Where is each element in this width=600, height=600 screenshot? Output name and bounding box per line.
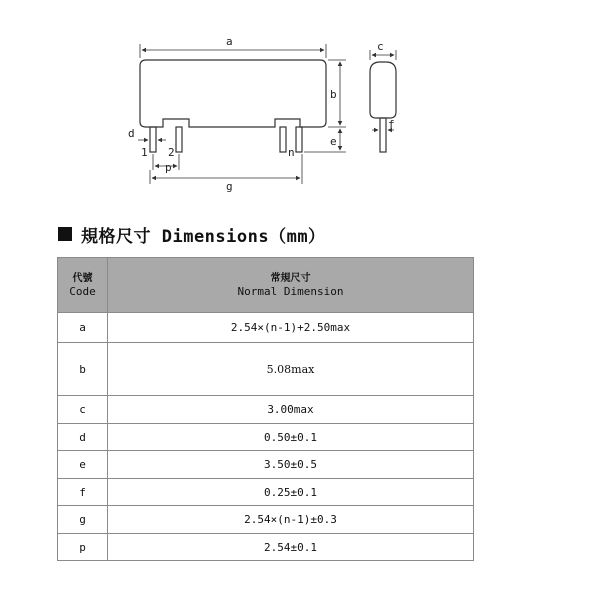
label-d: d <box>128 127 135 140</box>
row-value: 0.25±0.1 <box>108 479 474 506</box>
row-value: 3.50±0.5 <box>108 451 474 479</box>
row-value: 5.08max <box>108 343 474 396</box>
label-f: f <box>388 118 395 131</box>
header-dimension-cell <box>108 258 474 313</box>
table-row <box>58 396 474 424</box>
label-p: p <box>165 161 172 174</box>
table-row <box>58 424 474 451</box>
header-code-cell <box>58 258 108 313</box>
side-view-lead <box>380 118 386 152</box>
dimensions-table <box>57 257 474 561</box>
label-n: n <box>288 146 295 159</box>
header-code: Code <box>69 285 96 298</box>
header-dimension: Normal Dimension <box>237 285 344 298</box>
row-code: d <box>58 424 108 451</box>
row-code: b <box>58 343 108 396</box>
section-heading <box>58 222 326 246</box>
row-code: g <box>58 506 108 534</box>
row-value: 0.50±0.1 <box>108 424 474 451</box>
table-row <box>58 534 474 561</box>
pin-2 <box>176 127 182 152</box>
row-code: a <box>58 313 108 343</box>
row-code: p <box>58 534 108 561</box>
header-dimension-cjk: 常規尺寸 <box>270 273 311 284</box>
table-row <box>58 479 474 506</box>
label-c: c <box>377 40 384 53</box>
label-b: b <box>330 88 337 101</box>
label-g: g <box>226 180 233 193</box>
table-row <box>58 506 474 534</box>
header-code-cjk: 代號 <box>72 273 93 284</box>
row-value: 3.00max <box>108 396 474 424</box>
row-code: e <box>58 451 108 479</box>
row-value: 2.54×(n-1)±0.3 <box>108 506 474 534</box>
row-code: c <box>58 396 108 424</box>
component-dimension-drawing <box>0 0 600 210</box>
table-row <box>58 313 474 343</box>
pin-n <box>296 127 302 152</box>
side-view-body <box>370 62 396 118</box>
component-body-outline <box>140 60 326 127</box>
pin-n-1 <box>280 127 286 152</box>
label-pin-1: 1 <box>141 146 148 159</box>
label-e: e <box>330 135 337 148</box>
row-value: 2.54×(n-1)+2.50max <box>108 313 474 343</box>
row-code: f <box>58 479 108 506</box>
table-row <box>58 451 474 479</box>
row-value: 2.54±0.1 <box>108 534 474 561</box>
label-pin-2: 2 <box>168 146 175 159</box>
table-header-row <box>58 258 474 313</box>
label-a: a <box>226 35 233 48</box>
heading-square-icon <box>58 227 72 241</box>
section-title: 規格尺寸 Dimensions（mm） <box>81 226 326 247</box>
table-row <box>58 343 474 396</box>
pin-1 <box>150 127 156 152</box>
